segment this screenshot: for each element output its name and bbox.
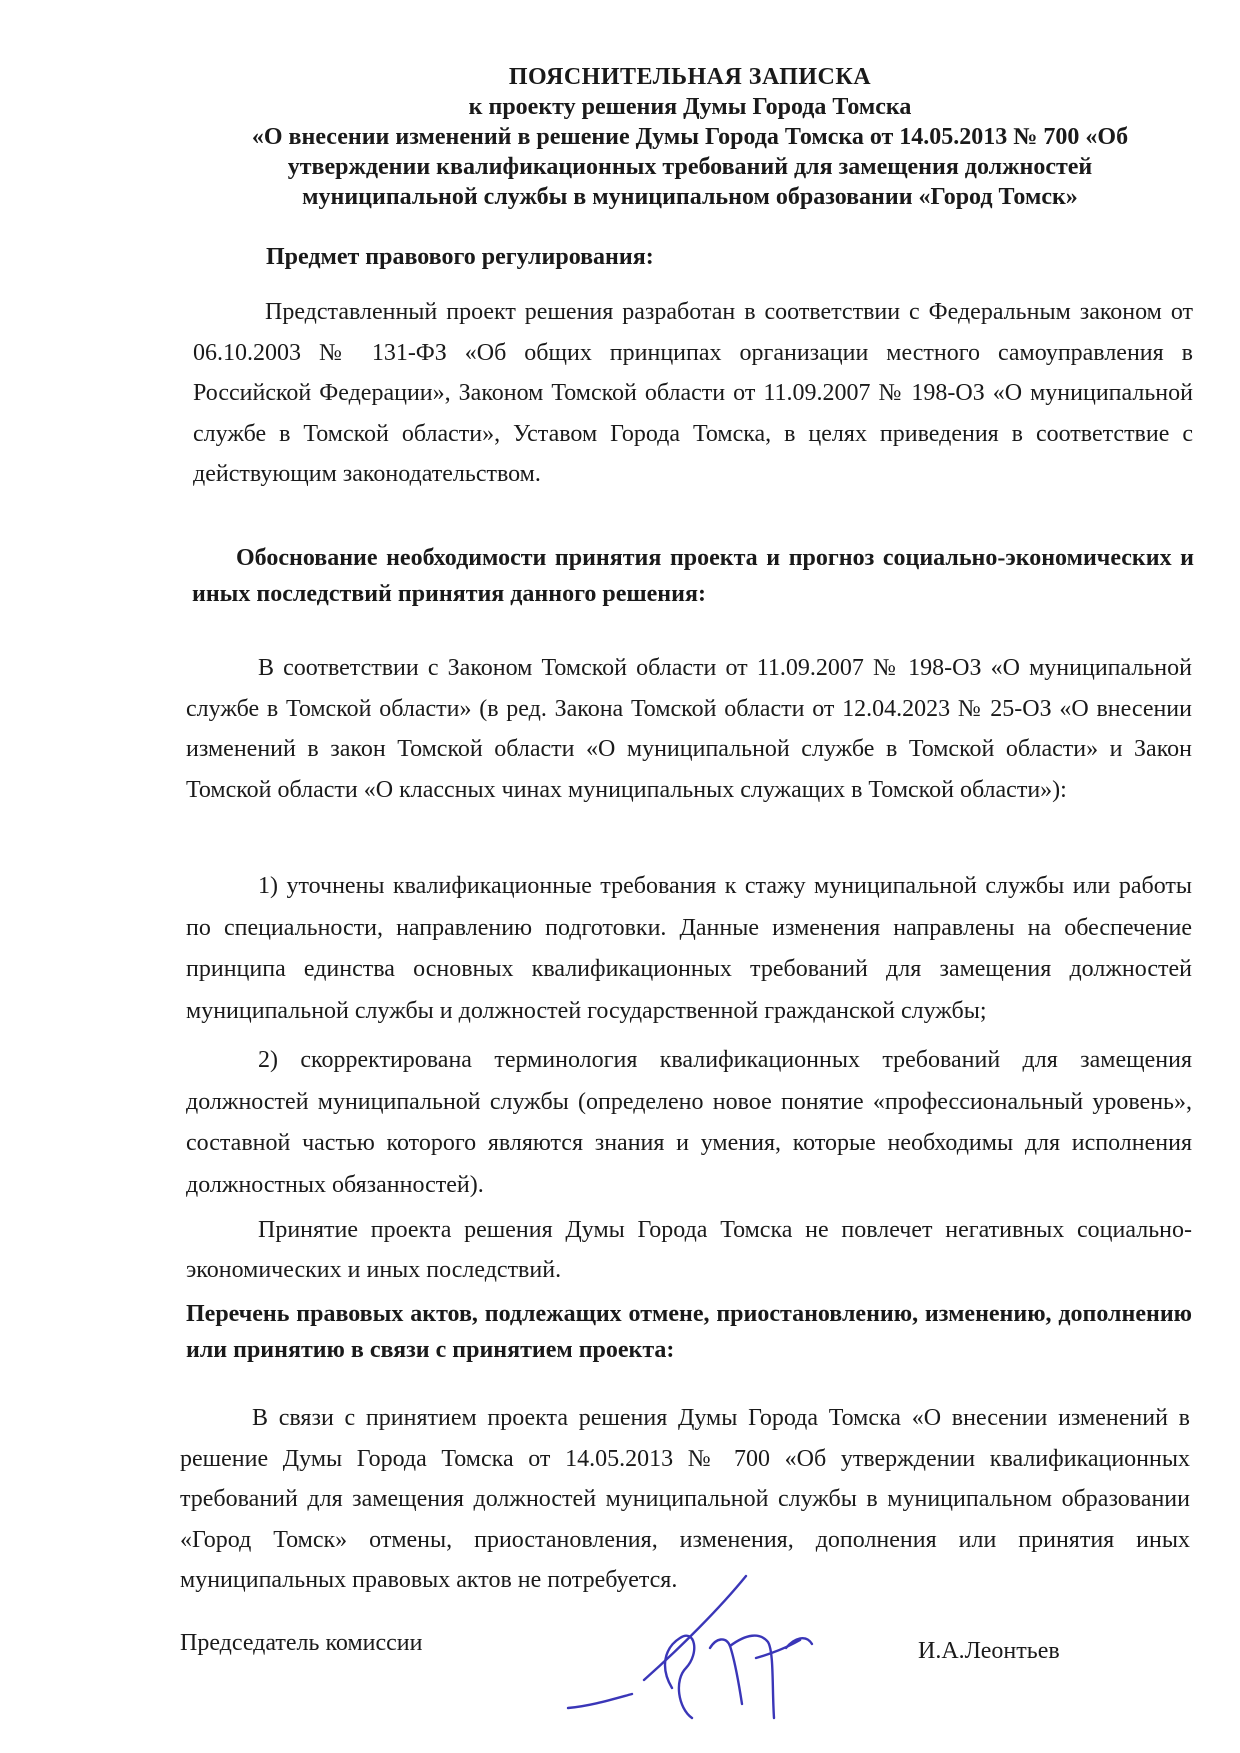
acts-paragraph: В связи с принятием проекта решения Думы Города Томска «О внесении изменений в решение Думы Города Томска от 14.05.2013 № 700 «Об утверждении квалификационных требований для замещения должностей муниципальной службы в муниципальном образовании «Город Томск» отмены, приостановления, изменения, дополнения или принятия иных муниципальных правовых актов не потребуется. bbox=[180, 1405, 1190, 1593]
title-line-5: муниципальной службы в муниципальном образовании «Город Томск» bbox=[302, 184, 1078, 210]
handwritten-signature bbox=[560, 1568, 830, 1728]
signer-name: И.А.Леонтьев bbox=[918, 1638, 1060, 1664]
consequences-paragraph: Принятие проекта решения Думы Города Томска не повлечет негативных социально-экономических и иных последствий. bbox=[186, 1217, 1192, 1283]
justification-paragraph: В соответствии с Законом Томской области от 11.09.2007 № 198-ОЗ «О муниципальной службе в Томской области» (в ред. Закона Томской области от 12.04.2023 № 25-ОЗ «О внесении изменений в закон Томской области «О муниципальной службе в Томской области» и Закон Томской области «О классных чинах муниципальных служащих в Томской области»): bbox=[186, 655, 1192, 803]
list-item-1: 1) уточнены квалификационные требования к стажу муниципальной службы или работы по специальности, направлению подготовки. Данные изменения направлены на обеспечение принципа единства основных квалификационных требований для замещения должностей муниципальной службы и должностей государственной гражданской службы; bbox=[186, 873, 1192, 1024]
title-line-4: утверждении квалификационных требований для замещения должностей bbox=[287, 154, 1093, 180]
subject-paragraph: Представленный проект решения разработан в соответствии с Федеральным законом от 06.10.2003 № 131-ФЗ «Об общих принципах организации местного самоуправления в Российской Федерации», Законом Томской области от 11.09.2007 № 198-ОЗ «О муниципальной службе в Томской области», Уставом Города Томска, в целях приведения в соответствие с действующим законодательством. bbox=[193, 299, 1193, 487]
subject-heading: Предмет правового регулирования: bbox=[266, 244, 654, 270]
acts-heading: Перечень правовых актов, подлежащих отмене, приостановлению, изменению, дополнению или принятию в связи с принятием проекта: bbox=[186, 1301, 1192, 1363]
signer-position: Председатель комиссии bbox=[180, 1630, 423, 1656]
justification-heading: Обоснование необходимости принятия проекта и прогноз социально-экономических и иных последствий принятия данного решения: bbox=[192, 545, 1194, 607]
document-header bbox=[180, 62, 1200, 212]
document-subtitle: к проекту решения Думы Города Томска bbox=[468, 94, 912, 120]
title-line-3: «О внесении изменений в решение Думы Города Томска от 14.05.2013 № 700 «Об bbox=[251, 124, 1129, 150]
list-item-2: 2) скорректирована терминология квалификационных требований для замещения должностей муниципальной службы (определено новое понятие «профессиональный уровень», составной частью которого являются знания и умения, которые необходимы для исполнения должностных обязанностей). bbox=[186, 1047, 1192, 1198]
document-title: ПОЯСНИТЕЛЬНАЯ ЗАПИСКА bbox=[508, 64, 872, 90]
